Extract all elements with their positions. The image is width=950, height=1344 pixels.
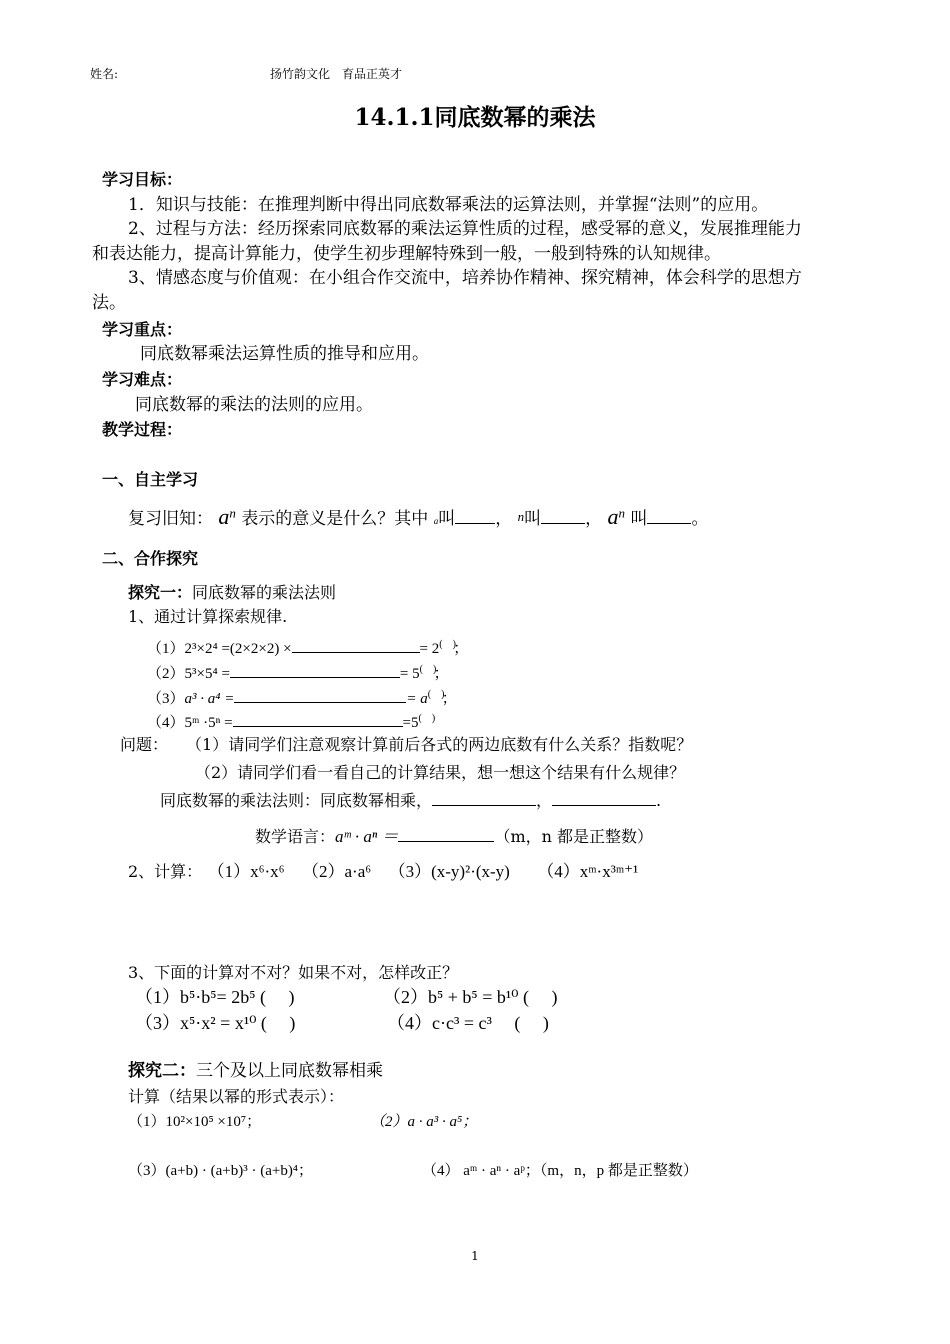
review-call1: 叫	[438, 509, 456, 529]
exercise-2-eq: = 5	[399, 666, 420, 682]
exercise-4-lhs: 5ᵐ ·5ⁿ =	[184, 715, 233, 731]
header-slogan: 扬竹韵文化 育品正英才	[270, 67, 403, 81]
calc-label: 2、计算：	[128, 862, 203, 881]
exercise-4-exponent-blank[interactable]: ( )	[418, 713, 436, 724]
exercise-3-end: ；	[441, 691, 457, 707]
blank-an-name[interactable]	[647, 509, 691, 524]
exercise-1	[147, 638, 468, 658]
review-mid: 表示的意义是什么？其中	[241, 509, 429, 529]
rule-prefix: 同底数幂的乘法法则：同底数幂相乘，	[160, 791, 433, 810]
exercise-4	[147, 712, 436, 732]
objective-2-line2: 和表达能力，提高计算能力，使学生初步理解特殊到一般，一般到特殊的认知规律。	[92, 244, 721, 264]
exercise-1-blank[interactable]	[292, 638, 420, 653]
exercise-3-exponent-blank[interactable]: ( )	[427, 689, 445, 700]
exercise-2	[147, 663, 449, 683]
exercise-1-end: ；	[453, 641, 469, 657]
exercise-3-eq: = a	[406, 691, 428, 707]
exercise-2-blank[interactable]	[230, 663, 400, 678]
explore2-intro: 计算（结果以幂的形式表示）：	[128, 1087, 345, 1106]
blank-a-name[interactable]	[455, 509, 495, 524]
calc-1: （1）x⁶·x⁶	[207, 862, 285, 881]
explore2-title: 三个及以上同底数幂相乘	[196, 1061, 383, 1081]
review-end: 。	[691, 509, 709, 529]
review-n3: n	[618, 505, 626, 521]
process-heading: 教学过程：	[102, 420, 183, 439]
math-language-expr: aᵐ · aⁿ ＝	[335, 827, 399, 846]
exercise-4-eq: =5	[402, 715, 419, 731]
exercise-4-blank[interactable]	[233, 712, 403, 727]
review-n: n	[229, 505, 236, 521]
exercise-3-num: （3）	[147, 691, 185, 707]
problem-1: （1）10²×10⁵ ×10⁷；	[128, 1114, 262, 1130]
calc-3: （3）(x-y)²·(x-y)	[388, 862, 510, 881]
exercise-2-num: （2）	[147, 666, 185, 682]
objectives-heading: 学习目标：	[102, 170, 183, 189]
rule-blank-2[interactable]	[552, 791, 656, 806]
explore2-label: 探究二：	[128, 1061, 196, 1081]
objective-2-line1: 2、过程与方法：经历探索同底数幂的乘法运算性质的过程，感受幂的意义，发展推理能力	[128, 219, 802, 239]
objective-1: 1．知识与技能：在推理判断中得出同底数幂乘法的运算法则，并掌握“法则”的应用。	[128, 195, 769, 215]
review-a-small: a	[433, 516, 439, 526]
exercise-4-num: （4）	[147, 715, 185, 731]
problem-3: （3）(a+b) · (a+b)³ · (a+b)⁴；	[128, 1163, 314, 1179]
explore1-title: 同底数幂的乘法法则	[192, 583, 337, 602]
page-number: 1	[471, 1249, 479, 1263]
exercise-2-end: ；	[433, 666, 449, 682]
judge-label: 3、下面的计算对不对？如果不对，怎样改正？	[128, 963, 459, 982]
judge-3: （3）x⁵·x² = x¹⁰ ( )	[135, 1013, 296, 1033]
rule-end: .	[656, 791, 662, 810]
review-n2: n	[517, 509, 525, 524]
review-line	[128, 504, 708, 530]
objective-3-line1: 3、情感态度与价值观：在小组合作交流中，培养协作精神、探究精神，体会科学的思想方	[128, 268, 802, 288]
difficult-points-text: 同底数幂的乘法的法则的应用。	[135, 395, 373, 415]
difficult-points-heading: 学习难点：	[102, 370, 183, 389]
review-call3: 叫	[630, 509, 648, 529]
question-1-line	[120, 735, 692, 754]
exercise-3	[147, 688, 457, 708]
page-title: 14.1.1同底数幂的乘法	[354, 104, 596, 131]
exercise-3-lhs: a³ · a⁴ =	[184, 691, 235, 707]
review-sep1: ，	[495, 509, 513, 529]
step1-text: 1、通过计算探索规律.	[128, 607, 288, 626]
calc-line	[128, 862, 638, 882]
question-1: （1）请同学们注意观察计算前后各式的两边底数有什么关系？指数呢？	[186, 735, 693, 754]
name-label: 姓名:	[90, 67, 119, 81]
explore2-line	[128, 1061, 383, 1081]
section1-heading: 一、自主学习	[102, 470, 199, 489]
question-2: （2）请同学们看一看自己的计算结果，想一想这个结果有什么规律？	[195, 763, 686, 782]
math-language-note: （m，n 都是正整数）	[494, 827, 654, 846]
calc-4: （4）xᵐ·x³ᵐ⁺¹	[537, 862, 639, 881]
exercise-1-eq: = 2	[419, 641, 440, 657]
math-language-label: 数学语言：	[255, 827, 336, 846]
exercise-3-blank[interactable]	[234, 688, 406, 703]
explore1-label: 探究一：	[128, 583, 193, 602]
review-call2: 叫	[524, 509, 542, 529]
review-sep2: ，	[585, 509, 603, 529]
rule-comma: ，	[536, 791, 553, 810]
rule-line	[160, 791, 661, 810]
exercise-1-num: （1）	[147, 641, 185, 657]
exercise-1-lhs: 2³×2⁴ =(2×2×2) ×	[184, 641, 292, 657]
key-points-heading: 学习重点：	[102, 320, 183, 339]
problem-2: （2）a · a³ · a⁵；	[370, 1114, 478, 1130]
section2-heading: 二、合作探究	[102, 549, 199, 568]
exercise-2-lhs: 5³×5⁴ =	[184, 666, 230, 682]
explore1-line	[128, 583, 336, 602]
math-language-line	[255, 827, 653, 847]
review-a: a	[218, 504, 230, 529]
calc-2: （2）a·a⁶	[302, 862, 372, 881]
problem-4: （4） aᵐ · aⁿ · aᵖ；（m，n，p 都是正整数）	[422, 1163, 698, 1179]
objective-3-line2: 法。	[92, 293, 126, 313]
review-a3: a	[607, 504, 619, 529]
rule-blank-1[interactable]	[432, 791, 536, 806]
math-language-blank[interactable]	[398, 827, 494, 842]
exercise-1-exponent-blank[interactable]: ( )	[439, 639, 456, 650]
judge-4: （4）c·c³ = c³ ( )	[387, 1013, 549, 1033]
key-points-text: 同底数幂乘法运算性质的推导和应用。	[140, 344, 429, 364]
judge-2: （2）b⁵ + b⁵ = b¹⁰ ( )	[383, 987, 558, 1007]
review-prefix: 复习旧知：	[128, 509, 213, 529]
question-label: 问题：	[120, 735, 169, 754]
exercise-2-exponent-blank[interactable]: ( )	[419, 664, 437, 675]
judge-1: （1）b⁵·b⁵= 2b⁵ ( )	[135, 987, 295, 1007]
blank-n-name[interactable]	[541, 509, 585, 524]
